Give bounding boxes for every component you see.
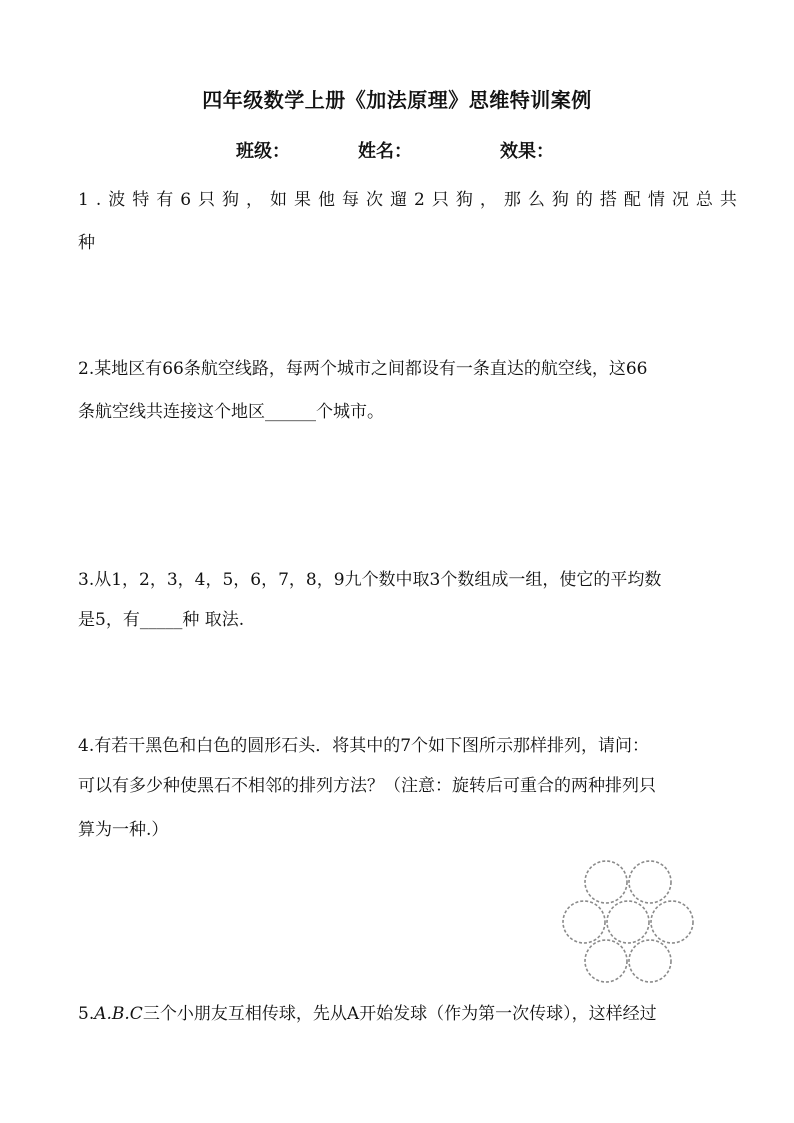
question-3-line-1: 3.从1，2，3，4，5，6，7，8，9九个数中取3个数组成一组，使它的平均数 [78, 570, 662, 590]
stone-circle [629, 861, 671, 903]
question-2-text-a: 条航空线共连接这个地区 [78, 402, 265, 422]
question-1-line-1: 1.波特有6只狗，如果他每次遛2只狗，那么狗的搭配情况总共 [78, 190, 744, 210]
stone-circle [585, 940, 627, 982]
question-4-line-3: 算为一种.） [78, 820, 169, 840]
page-title: 四年级数学上册《加法原理》思维特训案例 [202, 88, 592, 112]
question-4-line-1: 4.有若干黑色和白色的圆形石头．将其中的7个如下图所示那样排列，请问： [78, 736, 650, 756]
stone-circle [585, 861, 627, 903]
answer-blank: ______ [265, 402, 316, 422]
question-2-line-1: 2.某地区有66条航空线路，每两个城市之间都设有一条直达的航空线，这66 [78, 359, 648, 379]
stone-circle [563, 901, 605, 943]
answer-blank: _____ [139, 610, 183, 630]
question-5-names: A.B.C [94, 1004, 143, 1024]
question-3-line-2 [78, 602, 244, 638]
question-5-text: 三个小朋友互相传球，先从A开始发球（作为第一次传球），这样经过 [142, 1004, 657, 1024]
question-2-text-b: 个城市。 [316, 402, 384, 422]
class-label: 班级： [236, 141, 290, 162]
question-2-line-2 [78, 394, 384, 430]
question-5-number: 5. [78, 1004, 95, 1024]
question-5-line-1 [78, 996, 657, 1032]
result-label: 效果： [500, 141, 554, 162]
question-3-text-b: 种 取法. [182, 610, 245, 630]
question-4-line-2: 可以有多少种使黑石不相邻的排列方法？（注意：旋转后可重合的两种排列只 [78, 776, 656, 796]
stone-circle [629, 940, 671, 982]
stone-circle [607, 901, 649, 943]
question-1-line-2: 种 [78, 233, 95, 253]
stone-arrangement-figure [560, 860, 700, 984]
stone-circle [651, 901, 693, 943]
name-label: 姓名： [358, 141, 412, 162]
question-3-text-a: 是5，有 [78, 610, 140, 630]
